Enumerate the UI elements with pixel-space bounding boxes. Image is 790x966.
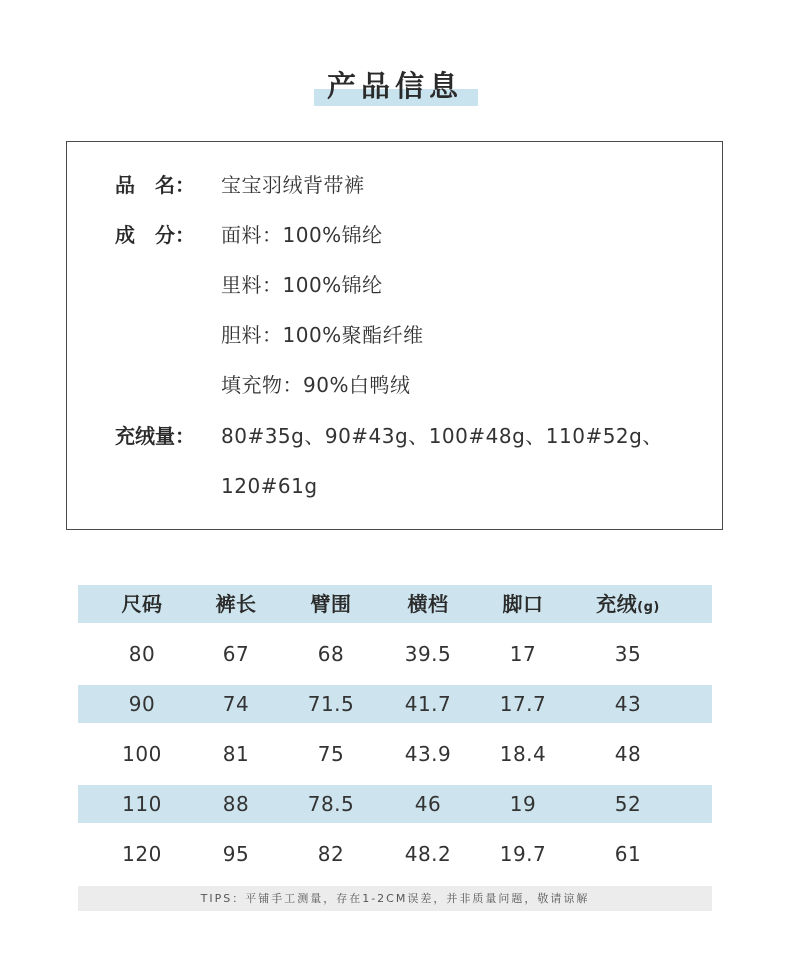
cell-crotch: 48.2	[404, 842, 452, 866]
composition-liner: 胆料：100%聚酯纤维	[221, 323, 424, 347]
composition-lining: 里料：100%锦纶	[221, 273, 383, 297]
cell-length: 74	[222, 692, 250, 716]
header-size: 尺码	[121, 592, 163, 616]
title-section	[0, 0, 790, 110]
table-row	[78, 785, 712, 823]
header-length: 裤长	[215, 592, 257, 616]
cell-leg-opening: 19	[509, 792, 537, 816]
header-hip: 臂围	[310, 592, 352, 616]
header-fill-label: 充绒	[596, 592, 638, 616]
fill-amount-line-2: 120#61g	[221, 474, 318, 498]
composition-label: 成 分：	[115, 223, 195, 247]
table-row	[78, 735, 712, 773]
cell-leg-opening: 18.4	[499, 742, 547, 766]
cell-size: 80	[128, 642, 156, 666]
cell-hip: 82	[317, 842, 345, 866]
table-header-row	[78, 585, 712, 623]
cell-hip: 68	[317, 642, 345, 666]
cell-hip: 71.5	[307, 692, 355, 716]
cell-length: 88	[222, 792, 250, 816]
name-label: 品 名：	[115, 173, 195, 197]
name-value: 宝宝羽绒背带裤	[221, 173, 365, 197]
cell-length: 81	[222, 742, 250, 766]
header-fill	[578, 585, 678, 623]
cell-hip: 78.5	[307, 792, 355, 816]
tips-note: TIPS：平铺手工测量，存在1-2CM误差，并非质量问题，敬请谅解	[78, 886, 712, 911]
cell-length: 67	[222, 642, 250, 666]
header-crotch: 横档	[407, 592, 449, 616]
cell-crotch: 39.5	[404, 642, 452, 666]
header-fill-unit: (g)	[637, 600, 660, 615]
cell-hip: 75	[317, 742, 345, 766]
cell-size: 110	[122, 792, 162, 816]
fill-amount-label: 充绒量：	[115, 424, 195, 448]
cell-length: 95	[222, 842, 250, 866]
cell-leg-opening: 19.7	[499, 842, 547, 866]
fill-amount-line-1: 80#35g、90#43g、100#48g、110#52g、	[221, 424, 663, 448]
cell-size: 100	[122, 742, 162, 766]
table-row	[78, 835, 712, 873]
cell-fill: 52	[614, 792, 642, 816]
cell-fill: 35	[614, 642, 642, 666]
cell-fill: 61	[614, 842, 642, 866]
cell-crotch: 41.7	[404, 692, 452, 716]
cell-fill: 43	[614, 692, 642, 716]
composition-fabric: 面料：100%锦纶	[221, 223, 383, 247]
cell-fill: 48	[614, 742, 642, 766]
cell-crotch: 46	[414, 792, 442, 816]
header-leg-opening: 脚口	[502, 592, 544, 616]
cell-crotch: 43.9	[404, 742, 452, 766]
table-row	[78, 685, 712, 723]
cell-leg-opening: 17	[509, 642, 537, 666]
cell-size: 120	[122, 842, 162, 866]
cell-size: 90	[128, 692, 156, 716]
cell-leg-opening: 17.7	[499, 692, 547, 716]
page-title: 产品信息	[326, 69, 463, 103]
product-info-box	[66, 141, 723, 530]
table-row	[78, 635, 712, 673]
composition-filling: 填充物：90%白鸭绒	[221, 373, 411, 397]
